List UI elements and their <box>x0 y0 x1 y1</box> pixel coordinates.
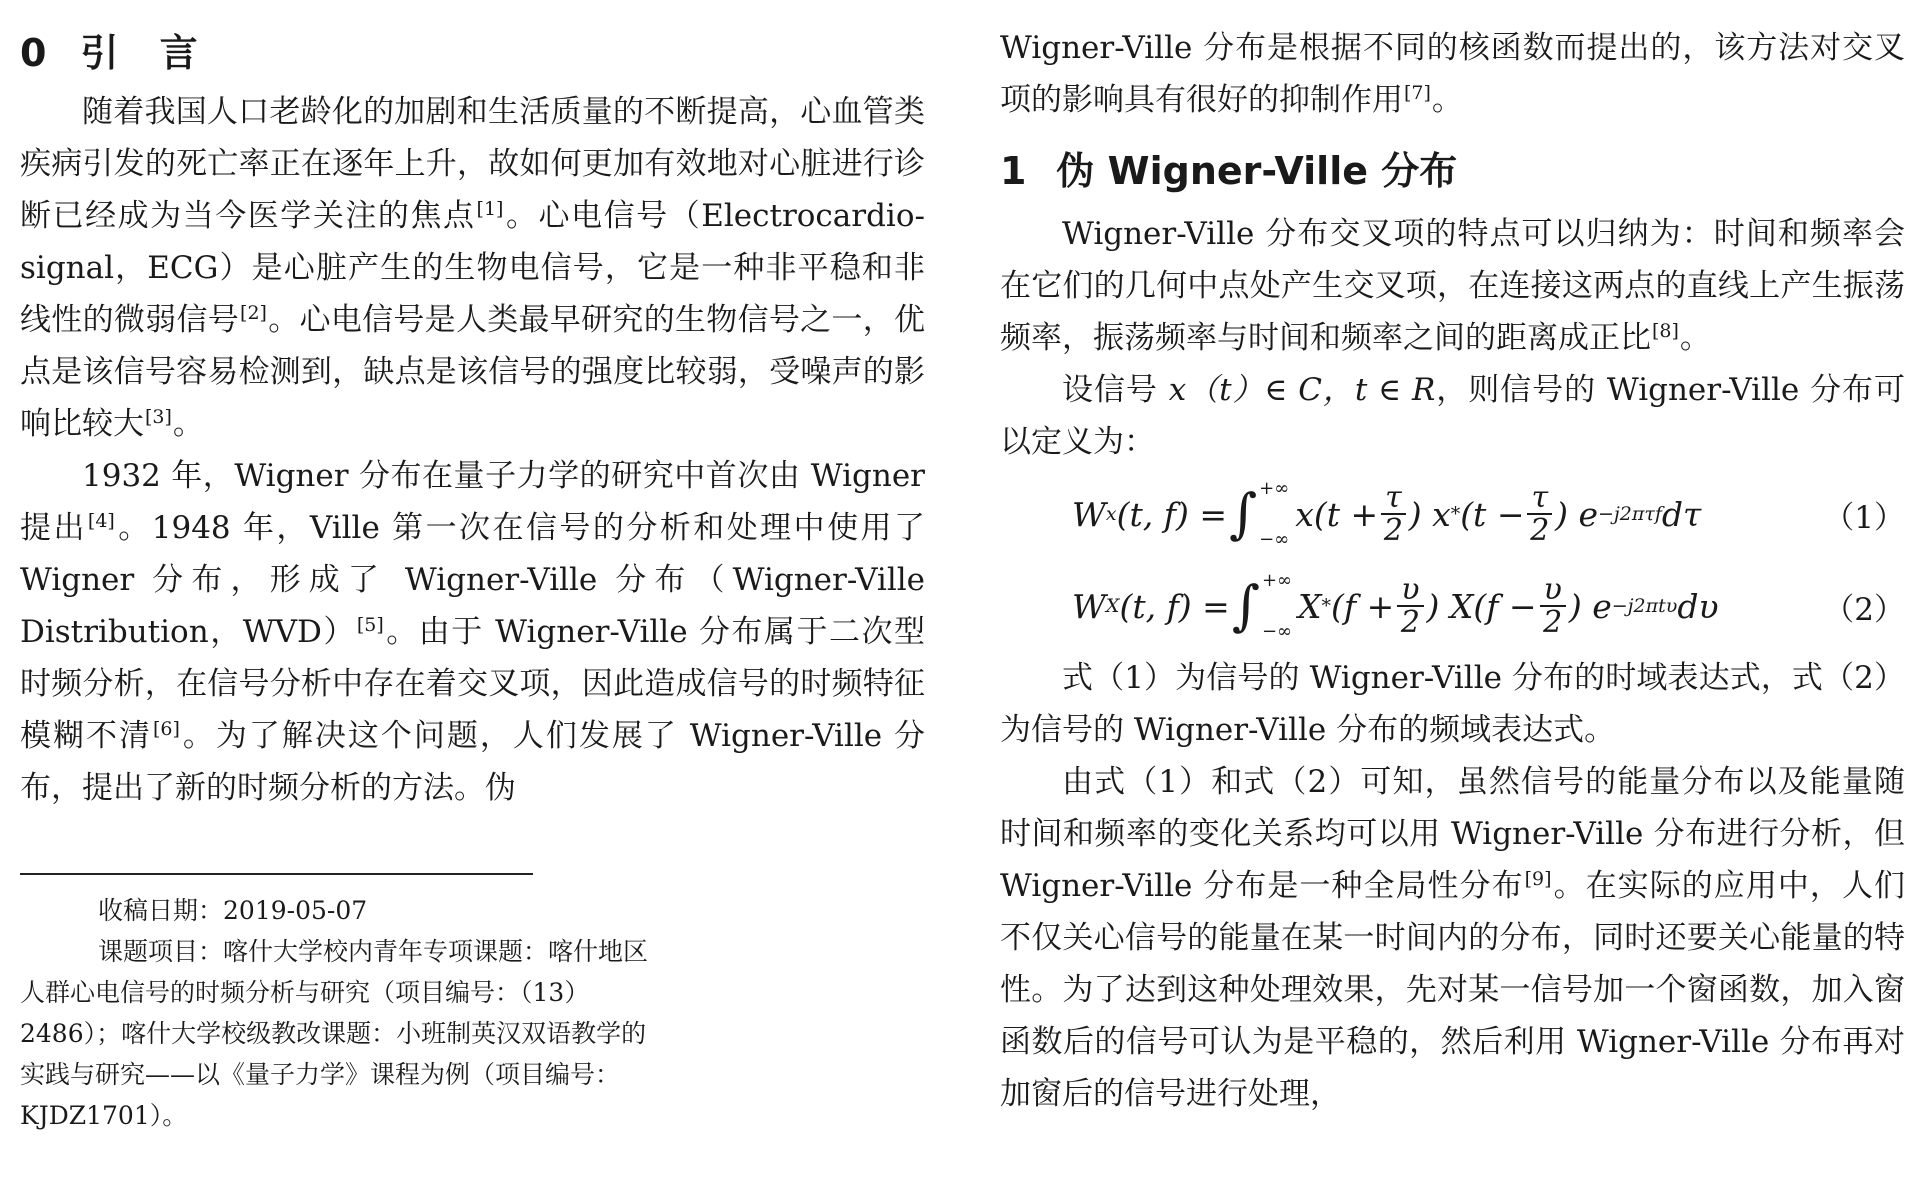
text: Wigner-Ville 分布是根据不同的核函数而提出的，该方法对交叉项的影响具有很好的抑制作用 <box>1000 30 1905 118</box>
text: 。为了解决这个问题，人们发展了 Wigner-Ville 分布，提出了新的时频分析的方法。伪 <box>20 718 925 806</box>
section-number: 1 <box>1000 149 1027 193</box>
fraction: $\frac{\upsilon}{2}$ <box>1397 574 1423 639</box>
equation-expression: W X (t, f) = ∫ +∞ −∞ X * (f + $\frac{\upsilon}{2}$ ) X(f − $\frac{\upsilon}{2}$ ) e −j2πtυ dυ <box>1072 570 1719 642</box>
text: 。 <box>1679 320 1711 356</box>
received-date-line <box>20 890 660 931</box>
paragraph: 式（1）为信号的 Wigner-Ville 分布的时域表达式，式（2）为信号的 Wigner-Ville 分布的频域表达式。 <box>1000 660 1905 748</box>
citation[interactable]: [3] <box>145 405 172 428</box>
text: 。心电信号（Electrocardio-signal，ECG）是心脏产生的生物电信号，它是一种非平稳和非线性的微弱信号 <box>20 198 925 338</box>
text: Wigner-Ville 分布交叉项的特点可以归纳为：时间和频率会在它们的几何中点处产生交叉项，在连接这两点的直线上产生振荡频率，振荡频率与时间和频率之间的距离成正比 <box>1000 216 1905 356</box>
equation-number: （1） <box>1823 500 1905 536</box>
citation[interactable]: [8] <box>1652 319 1679 342</box>
fraction: $\frac{\upsilon}{2}$ <box>1540 574 1566 639</box>
text: 随着我国人口老龄化的加剧和生活质量的不断提高，心血管类疾病引发的死亡率正在逐年上升，故如何更加有效地对心脏进行诊断已经成为当今医学关注的焦点 <box>20 94 925 234</box>
text: 1932 年，Wigner 分布在量子力学的研究中首次由 Wigner 提出 <box>20 458 925 546</box>
received-date: 2019-05-07 <box>223 896 368 925</box>
text: 设信号 <box>1062 372 1158 408</box>
text: 。心电信号是人类最早研究的生物信号之一，优点是该信号容易检测到，缺点是该信号的强度比较弱，受噪声的影响比较大 <box>20 302 926 442</box>
integral-limits: +∞ −∞ <box>1259 478 1290 550</box>
text: 。1948 年，Ville 第一次在信号的分析和处理中使用了 Wigner 分布，形成了 Wigner-Ville 分布（Wigner-Ville Distribution，WVD） <box>20 510 926 650</box>
fraction: $\frac{\tau}{2}$ <box>1381 482 1406 547</box>
integral-limits: +∞ −∞ <box>1261 570 1293 642</box>
project-text: 喀什地区人群心电信号的时频分析与研究（项目编号：（13）2486）；喀什大学校级教改课题：小班制英汉双语教学的实践与研究——以《量子力学》课程为例（项目编号：KJDZ1701）。 <box>20 937 649 1130</box>
text: 。 <box>172 406 204 442</box>
paragraph <box>1000 22 1905 126</box>
paragraph <box>1000 756 1905 1120</box>
text: 。在实际的应用中，人们不仅关心信号的能量在某一时间内的分布，同时还要关心能量的特性。为了达到这种处理效果，先对某一信号加一个窗函数，加入窗函数后的信号可认为是平稳的，然后利用 Wigner-Ville 分布再对加窗后的信号进行处理， <box>1000 868 1905 1112</box>
inline-math: x（t）∈ C，t ∈ R <box>1168 372 1436 408</box>
text: ，则信号的 Wigner-Ville 分布可以定义为： <box>1000 372 1905 460</box>
text: 。由于 Wigner-Ville 分布属于二次型时频分析，在信号分析中存在着交叉项，因此造成信号的时频特征模糊不清 <box>20 614 925 754</box>
equation-number: （2） <box>1823 592 1905 628</box>
text: 由式（1）和式（2）可知，虽然信号的能量分布以及能量随时间和频率的变化关系均可以用 Wigner-Ville 分布进行分析，但 Wigner-Ville 分布是一种全局性分布 <box>1000 764 1905 904</box>
equation-expression: W x (t, f) = ∫ +∞ −∞ x(t + $\frac{\tau}{2}$ ) x * (t − $\frac{\tau}{2}$ ) e −j2πτf dτ <box>1072 478 1702 550</box>
right-body <box>1000 22 1905 1120</box>
intro-body <box>20 86 925 814</box>
project-text: 喀什大学校内青年专项课题： <box>223 937 549 966</box>
section-title: 引 言 <box>80 31 212 75</box>
fraction: $\frac{\tau}{2}$ <box>1527 482 1552 547</box>
section-title: 伪 Wigner-Ville 分布 <box>1056 149 1458 193</box>
paragraph <box>1000 208 1905 364</box>
citation[interactable]: [1] <box>476 197 504 220</box>
paragraph <box>1000 364 1905 468</box>
project-line <box>20 931 660 1136</box>
text: 。 <box>1431 82 1463 118</box>
project-label: 课题项目： <box>98 937 224 966</box>
equation-1 <box>1000 468 1905 560</box>
integral-sign: ∫ <box>1231 574 1260 637</box>
citation[interactable]: [4] <box>87 509 115 532</box>
received-label: 收稿日期： <box>98 896 224 925</box>
section-heading-intro <box>20 31 212 75</box>
footnote <box>20 890 660 1136</box>
citation[interactable]: [2] <box>240 301 267 324</box>
integral-sign: ∫ <box>1228 482 1258 545</box>
equation-2 <box>1000 560 1905 652</box>
paragraph <box>20 450 925 814</box>
section-number: 0 <box>20 31 47 75</box>
section-heading-pwvd <box>1000 149 1905 193</box>
citation[interactable]: [6] <box>153 717 180 740</box>
citation[interactable]: [7] <box>1404 81 1431 104</box>
citation[interactable]: [5] <box>356 613 384 636</box>
footnote-divider <box>20 873 533 875</box>
paragraph <box>20 86 925 450</box>
citation[interactable]: [9] <box>1524 867 1552 890</box>
